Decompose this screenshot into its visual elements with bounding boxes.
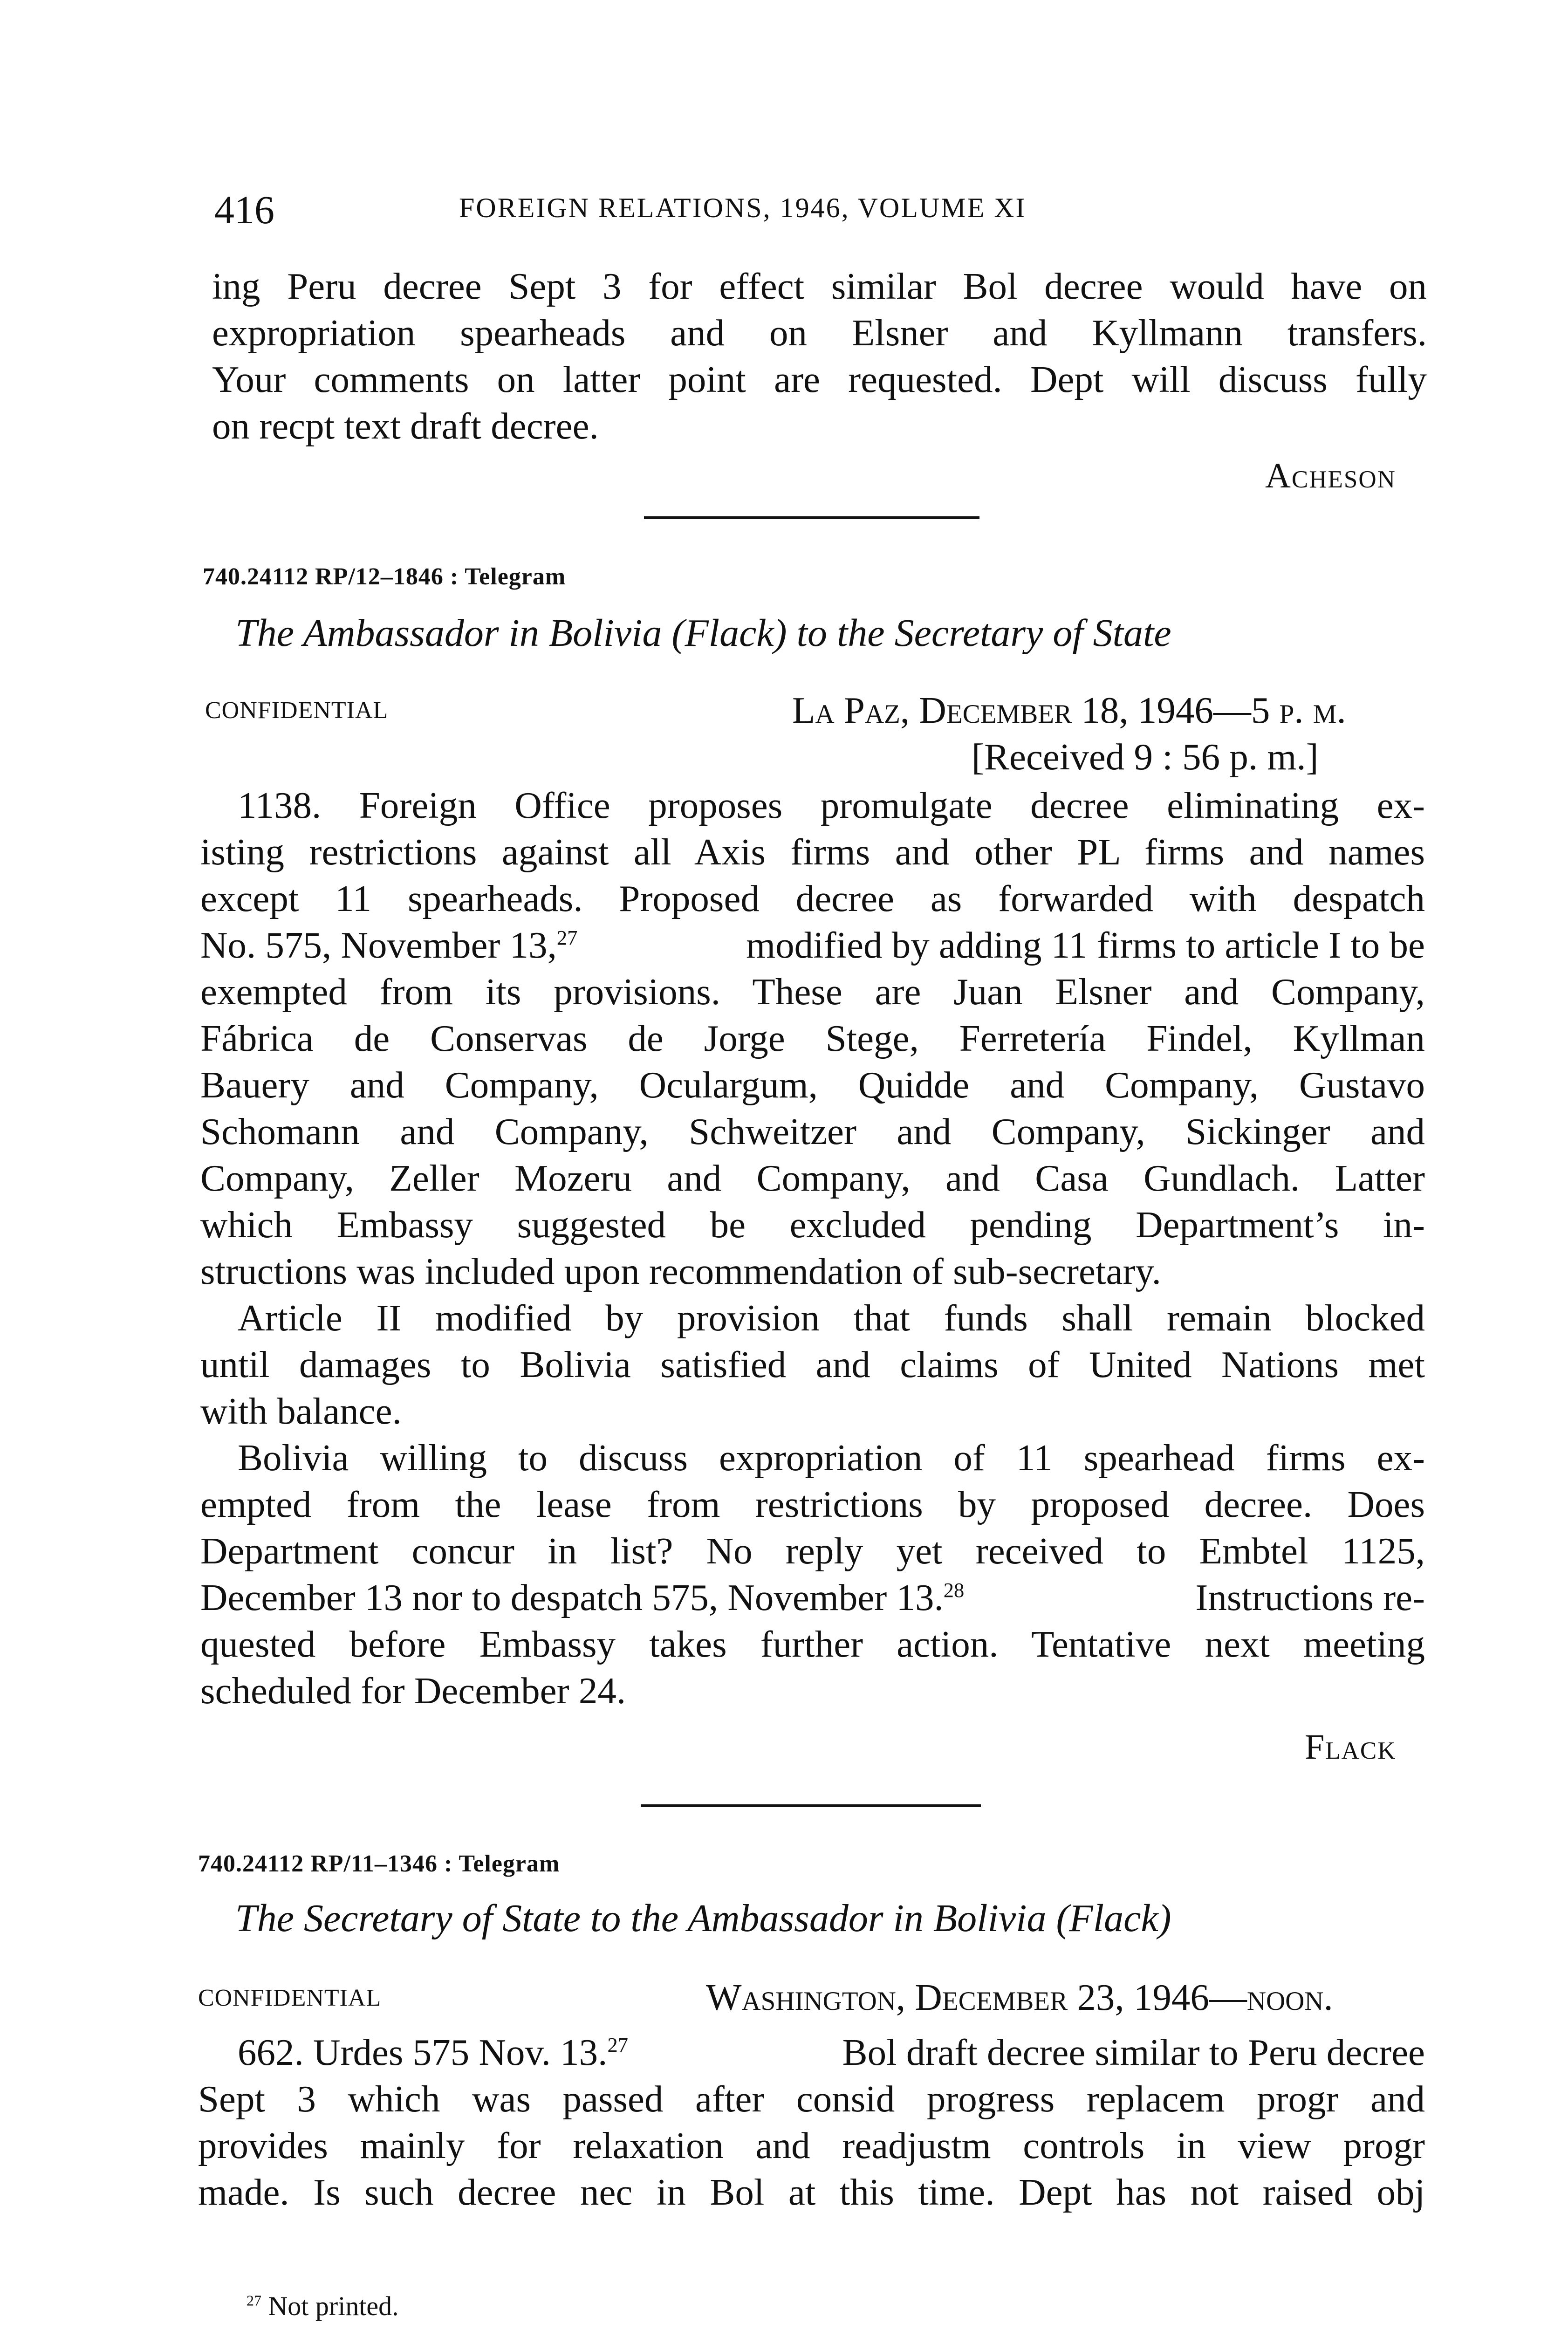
text-line: Bauery and Company, Oculargum, Quidde and Company, Gustavo: [200, 1064, 1425, 1106]
text-line: until damages to Bolivia satisfied and claims of United Nations met: [200, 1343, 1425, 1385]
text-line: Company, Zeller Mozeru and Company, and Casa Gundlach. Latter: [200, 1157, 1425, 1199]
text-line: Bolivia willing to discuss expropriation of 11 spearhead firms ex-: [238, 1437, 1425, 1479]
text-line: [200, 924, 1425, 967]
footnote-mark: 27: [246, 2292, 261, 2309]
text-segment: December 13 nor to despatch 575, November 13.28: [200, 1576, 965, 1618]
footnote-ref: 27: [556, 926, 578, 949]
text-line: on recpt text draft decree.: [212, 405, 599, 447]
place-date: Washington, December 23, 1946—noon.: [706, 1976, 1333, 2018]
text-segment: Instructions re-: [1186, 1576, 1425, 1618]
text-line: with balance.: [200, 1390, 402, 1432]
text-segment: Bol draft decree similar to Peru decree: [833, 2031, 1425, 2073]
classification: CONFIDENTIAL: [198, 1985, 382, 2011]
classification: CONFIDENTIAL: [205, 697, 389, 724]
text-line: exempted from its provisions. These are Juan Elsner and Company,: [200, 971, 1425, 1013]
text-line: ing Peru decree Sept 3 for effect similar Bol decree would have on: [212, 265, 1427, 307]
document-title: The Ambassador in Bolivia (Flack) to the Secretary of State: [235, 611, 1171, 655]
text-line: expropriation spearheads and on Elsner and Kyllmann transfers.: [212, 312, 1427, 354]
page-number: 416: [214, 187, 274, 232]
received-time: [Received 9 : 56 p. m.]: [972, 736, 1319, 778]
text-line: Article II modified by provision that funds shall remain blocked: [238, 1297, 1425, 1339]
text-line: Fábrica de Conservas de Jorge Stege, Ferretería Findel, Kyllman: [200, 1017, 1425, 1059]
text-line: empted from the lease from restrictions by proposed decree. Does: [200, 1483, 1425, 1525]
text-line: made. Is such decree nec in Bol at this time. Dept has not raised obj: [198, 2171, 1425, 2213]
footnote-ref: 28: [943, 1578, 965, 1602]
file-reference: 740.24112 RP/12–1846 : Telegram: [203, 563, 566, 590]
text-line: [238, 2031, 1425, 2074]
footnote-ref: 27: [607, 2033, 628, 2056]
running-title: FOREIGN RELATIONS, 1946, VOLUME XI: [459, 192, 1027, 223]
footnote: [233, 2298, 439, 2330]
text-line: which Embassy suggested be excluded pending Department’s in-: [200, 1204, 1425, 1246]
document-title: The Secretary of State to the Ambassador in Bolivia (Flack): [235, 1897, 1171, 1940]
text-line: [200, 1576, 1425, 1619]
text-segment: 662. Urdes 575 Nov. 13.27: [238, 2031, 628, 2073]
text-line: 1138. Foreign Office proposes promulgate decree eliminating ex-: [238, 784, 1425, 826]
text-line: Sept 3 which was passed after consid progress replacem progr and: [198, 2078, 1425, 2120]
text-line: except 11 spearheads. Proposed decree as forwarded with despatch: [200, 877, 1425, 919]
text-line: structions was included upon recommendation of sub-secretary.: [200, 1250, 1161, 1292]
footnote-text: Not printed.: [261, 2291, 399, 2321]
place-date: La Paz, December 18, 1946—5 p. m.: [792, 689, 1346, 731]
text-line: isting restrictions against all Axis firms and other PL firms and names: [200, 831, 1425, 873]
text-segment: No. 575, November 13,27: [200, 924, 578, 966]
section-divider: [641, 1804, 981, 1807]
text-line: quested before Embassy takes further action. Tentative next meeting: [200, 1623, 1425, 1665]
signature: Flack: [1305, 1727, 1397, 1767]
text-line: Your comments on latter point are requested. Dept will discuss fully: [212, 358, 1427, 400]
text-line: Department concur in list? No reply yet received to Embtel 1125,: [200, 1530, 1425, 1572]
text-line: Schomann and Company, Schweitzer and Company, Sickinger and: [200, 1110, 1425, 1152]
text-line: scheduled for December 24.: [200, 1670, 626, 1712]
file-reference: 740.24112 RP/11–1346 : Telegram: [198, 1850, 560, 1877]
text-segment: modified by adding 11 firms to article I to be: [736, 924, 1425, 966]
signature: Acheson: [1265, 456, 1396, 495]
section-divider: [644, 516, 979, 519]
text-line: provides mainly for relaxation and readjustm controls in view progr: [198, 2124, 1425, 2166]
